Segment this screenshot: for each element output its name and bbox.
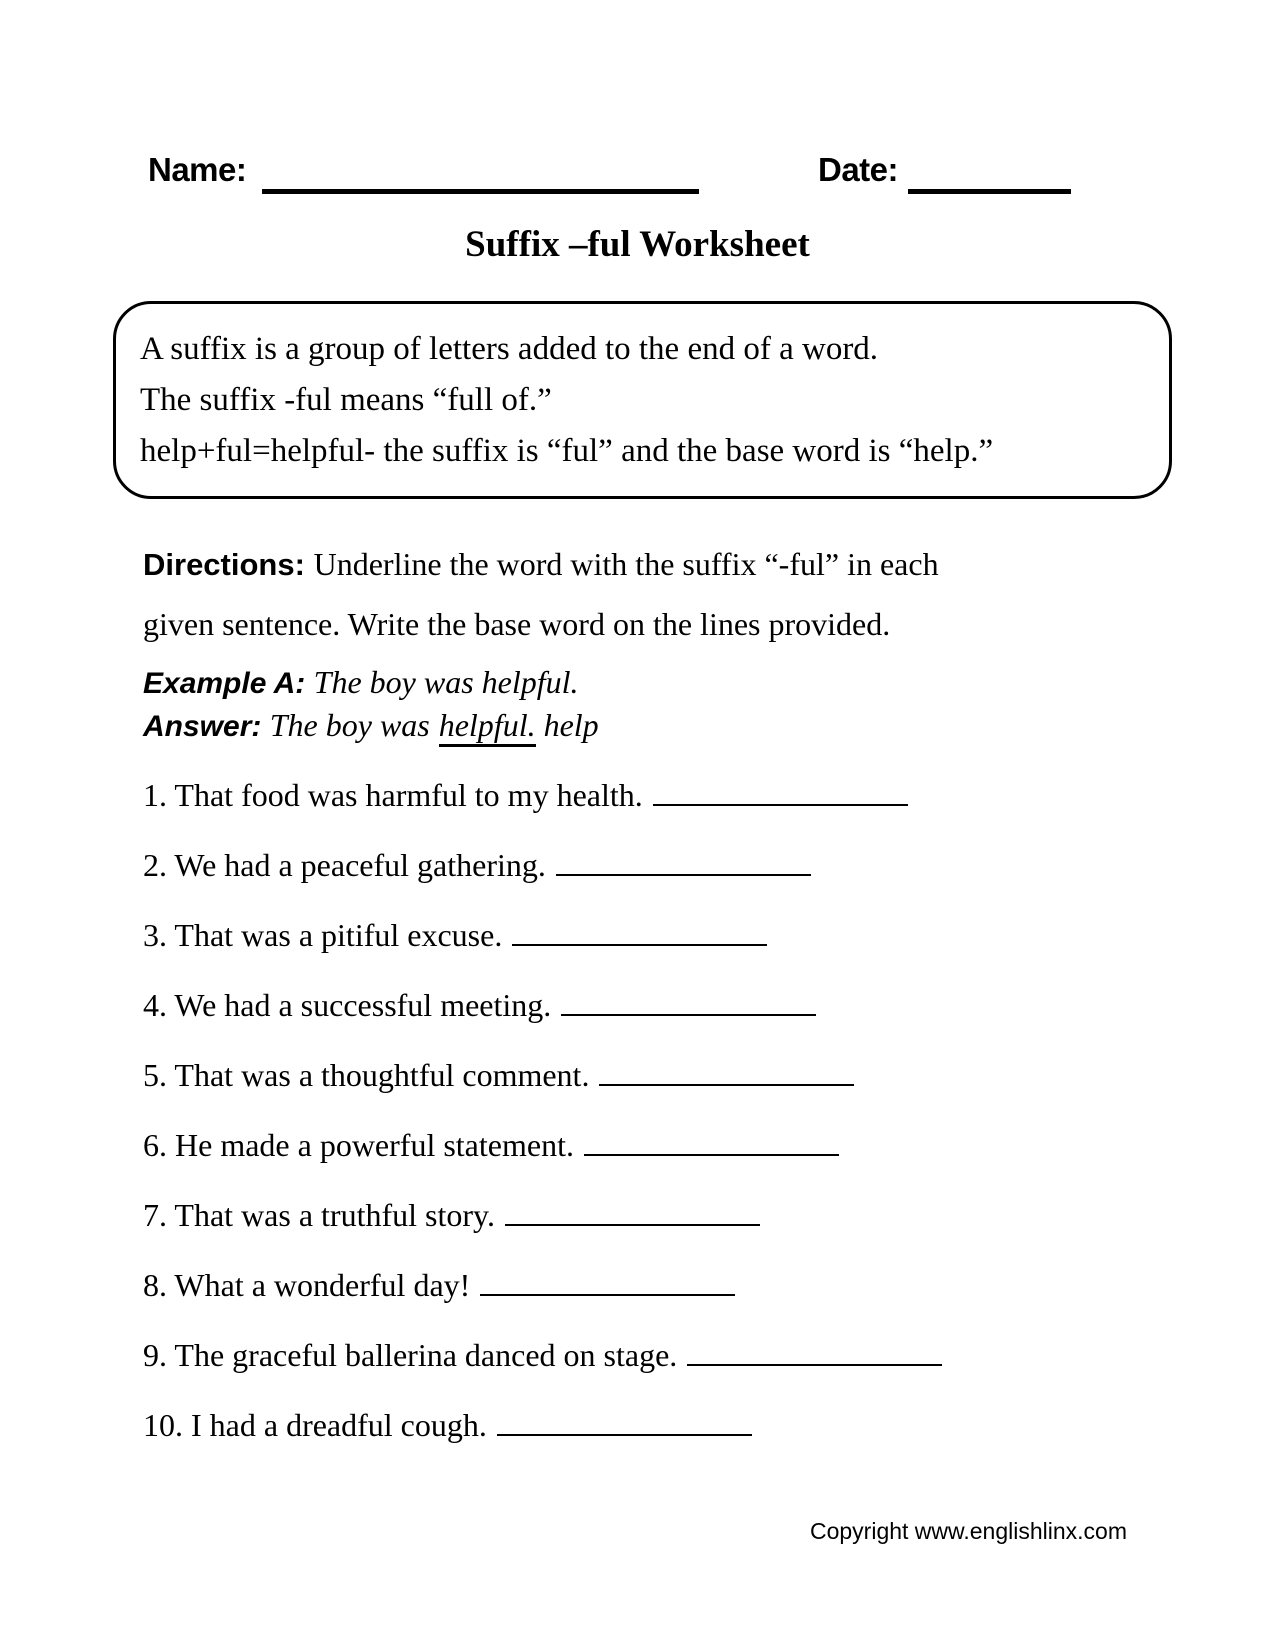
worksheet-item-3: [143, 915, 767, 955]
name-blank-line[interactable]: [262, 189, 699, 194]
item-text: 4. We had a successful meeting.: [143, 987, 552, 1023]
item-text: 3. That was a pitiful excuse.: [143, 917, 503, 953]
item-text: 8. What a wonderful day!: [143, 1267, 471, 1303]
worksheet-item-9: [143, 1335, 942, 1375]
answer-blank-line-2[interactable]: [556, 864, 811, 876]
item-text: 9. The graceful ballerina danced on stage.: [143, 1337, 678, 1373]
date-label: Date:: [818, 151, 899, 188]
info-box-line-2: The suffix -ful means “full of.”: [140, 382, 552, 418]
answer-text-before: The boy was: [269, 707, 430, 743]
answer-blank-line-4[interactable]: [561, 1004, 816, 1016]
answer-underlined-word: helpful.: [439, 707, 536, 747]
info-box-line-3: help+ful=helpful- the suffix is “ful” and the base word is “help.”: [140, 433, 994, 469]
item-text: 5. That was a thoughtful comment.: [143, 1057, 590, 1093]
info-box-line-1: A suffix is a group of letters added to the end of a word.: [140, 331, 879, 367]
example-text: The boy was helpful.: [313, 664, 579, 700]
item-text: 7. That was a truthful story.: [143, 1197, 495, 1233]
directions-line-2: given sentence. Write the base word on the lines provided.: [143, 606, 891, 642]
worksheet-item-7: [143, 1195, 760, 1235]
answer-blank-line-10[interactable]: [497, 1424, 752, 1436]
directions-text-1: Underline the word with the suffix “-ful” in each: [313, 546, 939, 582]
worksheet-title: Suffix –ful Worksheet: [465, 224, 810, 265]
worksheet-item-8: [143, 1265, 735, 1305]
worksheet-item-5: [143, 1055, 854, 1095]
worksheet-item-2: [143, 845, 811, 885]
item-text: 2. We had a peaceful gathering.: [143, 847, 546, 883]
directions-line-1: [143, 544, 939, 585]
answer-blank-line-7[interactable]: [505, 1214, 760, 1226]
example-line: [143, 662, 579, 704]
answer-blank-line-1[interactable]: [653, 794, 908, 806]
directions-label: Directions:: [143, 547, 305, 582]
answer-blank-line-9[interactable]: [687, 1354, 942, 1366]
worksheet-item-1: [143, 775, 908, 815]
answer-blank-line-5[interactable]: [599, 1074, 854, 1086]
worksheet-item-10: [143, 1405, 752, 1445]
worksheet-item-6: [143, 1125, 839, 1165]
worksheet-item-4: [143, 985, 816, 1025]
answer-label: Answer:: [143, 710, 262, 743]
name-label: Name:: [148, 151, 247, 188]
answer-line: [143, 705, 599, 747]
item-text: 10. I had a dreadful cough.: [143, 1407, 487, 1443]
example-label: Example A:: [143, 667, 306, 700]
answer-blank-line-8[interactable]: [480, 1284, 735, 1296]
copyright-text: Copyright www.englishlinx.com: [809, 1518, 1127, 1544]
info-box: [113, 301, 1172, 499]
answer-blank-line-6[interactable]: [584, 1144, 839, 1156]
date-blank-line[interactable]: [908, 189, 1071, 194]
item-text: 6. He made a powerful statement.: [143, 1127, 574, 1163]
item-text: 1. That food was harmful to my health.: [143, 777, 643, 813]
answer-blank-line-3[interactable]: [512, 934, 767, 946]
answer-base-word: help: [543, 707, 599, 743]
